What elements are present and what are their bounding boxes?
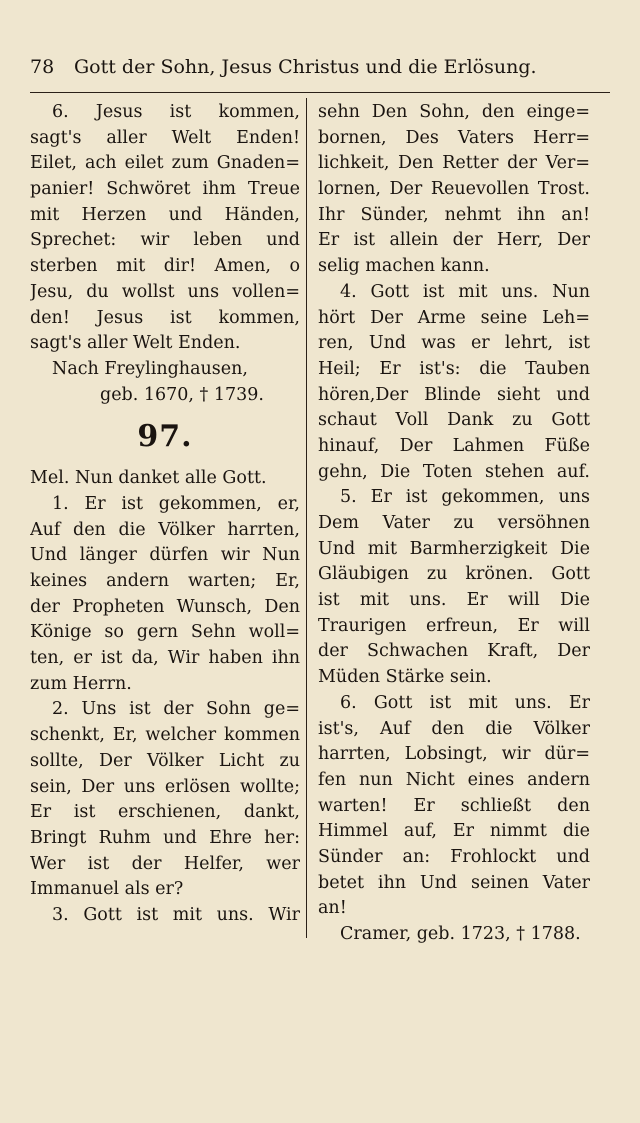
verse-line: den! Jesus ist kommen, [30,307,300,328]
verse-line: Wer ist der Helfer, wer [30,853,300,874]
verse-line: ten, er ist da, Wir haben ihn [30,648,300,669]
verse-line: der Propheten Wunsch, Den [30,596,300,617]
verse-line: sterben mit dir! Amen, o [30,256,300,277]
verse-line: panier! Schwöret ihm Treue [30,179,300,200]
verse-line: Sprechet: wir leben und [30,230,300,251]
column-divider [306,98,307,938]
verse-line: sagt's aller Welt Enden. [30,333,241,354]
verse-line: 2. Uns ist der Sohn ge= [52,699,300,720]
verse-line: der Schwachen Kraft, Der [318,641,590,662]
verse-line: selig machen kann. [318,256,490,277]
verse-line: Jesu, du wollst uns vollen= [30,281,300,302]
verse-line: gehn, Die Toten stehen auf. [318,461,590,482]
verse-line: sollte, Der Völker Licht zu [30,750,300,771]
verse-line: mit Herzen und Händen, [30,204,300,225]
verse-line: hinauf, Der Lahmen Füße [318,435,590,456]
verse-line: harrten, Lobsingt, wir dür= [318,744,590,765]
verse-line: schenkt, Er, welcher kommen [30,725,300,746]
verse-line: hört Der Arme seine Leh= [318,307,590,328]
verse-3-continued [318,100,590,280]
verse-line: 1. Er ist gekommen, er, [52,493,300,514]
verse-line: warten! Er schließt den [318,795,590,816]
verse-line: 6. Jesus ist kommen, [52,102,300,122]
verse-line: Und länger dürfen wir Nun [30,545,300,566]
verse-line: Ihr Sünder, nehmt ihn an! [318,204,590,225]
verse-line: an! [318,898,347,919]
verse-6-previous-hymn [30,100,300,357]
verse-line: Müden Stärke sein. [318,667,492,688]
verse-line: betet ihn Und seinen Vater [318,872,590,893]
header-rule [30,92,610,93]
verse-line: Heil; Er ist's: die Tauben [318,358,590,379]
verse-line: ist's, Auf den die Völker [318,718,590,739]
verse-line: bornen, Des Vaters Herr= [318,127,590,148]
verse-line: Traurigen erfreun, Er will [318,615,590,636]
verse-line: Und mit Barmherzigkeit Die [318,538,590,559]
left-column [30,100,300,929]
verse-line: Auf den die Völker harrten, [30,519,300,540]
verse-6 [318,691,590,922]
verse-5 [318,485,590,691]
verse-line: sehn Den Sohn, den einge= [318,102,590,122]
verse-line: lichkeit, Den Retter der Ver= [318,153,590,174]
verse-line: Dem Vater zu versöhnen [318,513,590,533]
verse-4 [318,280,590,486]
verse-line: hören,Der Blinde sieht und [318,384,590,405]
verse-2 [30,697,300,903]
verse-line: 6. Gott ist mit uns. Er [340,692,590,713]
verse-line: sein, Der uns erlösen wollte; [30,776,300,797]
running-title: Gott der Sohn, Jesus Christus und die Erlösung. [74,56,537,78]
verse-line: ren, Und was er lehrt, ist [318,333,590,354]
right-column [318,100,590,948]
verse-line: Könige so gern Sehn woll= [30,622,300,643]
verse-line: sagt's aller Welt Enden! [30,127,300,148]
verse-line: keines andern warten; Er, [30,571,300,591]
verse-3-start: 3. Gott ist mit uns. Wir [52,904,300,925]
verse-line: Er ist erschienen, dankt, [30,802,300,823]
verse-line: Himmel auf, Er nimmt die [318,821,590,842]
verse-line: Er ist allein der Herr, Der [318,230,590,251]
verse-line: Immanuel als er? [30,879,184,900]
author-attribution: Cramer, geb. 1723, † 1788. [340,924,581,944]
verse-line: 5. Er ist gekommen, uns [340,487,590,508]
verse-1 [30,492,300,698]
verse-line: ist mit uns. Er will Die [318,590,590,611]
verse-line: Sünder an: Frohlockt und [318,846,590,867]
verse-line: schaut Voll Dank zu Gott [318,410,590,431]
verse-line: 4. Gott ist mit uns. Nun [340,281,590,302]
verse-line: Bringt Ruhm und Ehre her: [30,827,300,848]
running-header [30,52,610,82]
verse-line: zum Herrn. [30,673,132,694]
melody-line: Mel. Nun danket alle Gott. [30,468,267,489]
verse-line: fen nun Nicht eines andern [318,769,590,790]
verse-line: Eilet, ach eilet zum Gnaden= [30,153,300,174]
hymn-number: 97. [137,419,193,455]
page-number: 78 [30,56,55,78]
author-dates: geb. 1670, † 1739. [100,384,264,405]
verse-line: lornen, Der Reuevollen Trost. [318,179,590,200]
author-attribution: Nach Freylinghausen, [52,358,248,379]
verse-line: Gläubigen zu krönen. Gott [318,564,590,585]
